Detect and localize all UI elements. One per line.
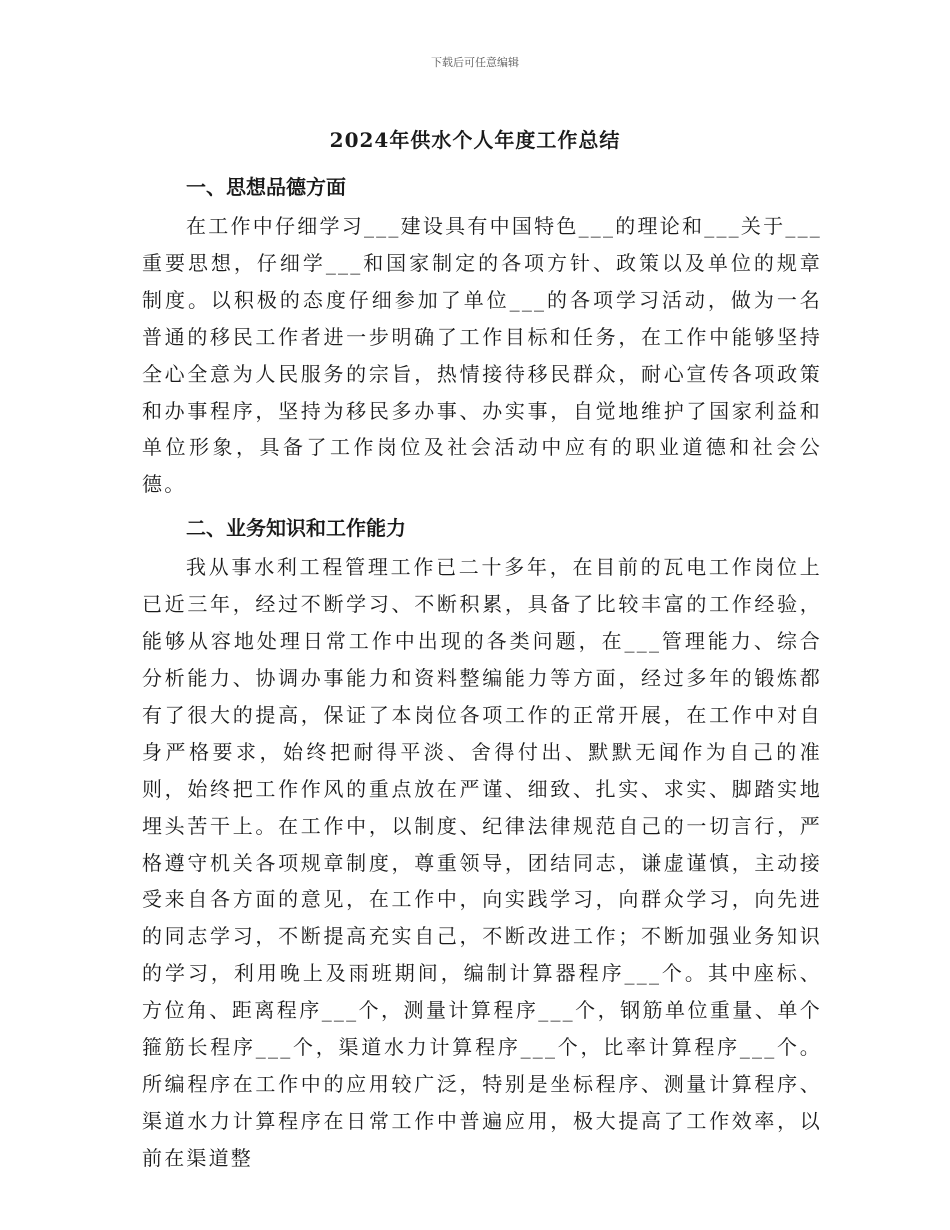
document-title: 2024年供水个人年度工作总结 bbox=[329, 128, 621, 152]
section-paragraph: 我从事水利工程管理工作已二十多年，在目前的瓦电工作岗位上已近三年，经过不断学习、不断积累，具备了比较丰富的工作经验，能够从容地处理日常工作中出现的各类问题，在___管理能力、综合分析能力、协调办事能力和资料整编能力等方面，经过多年的锻炼都有了很大的提高，保证了本岗位各项工作的正常开展，在工作中对自身严格要求，始终把耐得平淡、舍得付出、默默无闻作为自己的准则，始终把工作作风的重点放在严谨、细致、扎实、求实、脚踏实地埋头苦干上。在工作中，以制度、纪律法律规范自己的一切言行，严格遵守机关各项规章制度，尊重领导，团结同志，谦虚谨慎，主动接受来自各方面的意见，在工作中，向实践学习，向群众学习，向先进的同志学习，不断提高充实自己，不断改进工作；不断加强业务知识的学习，利用晚上及雨班期间，编制计算器程序___个。其中座标、方位角、距离程序___个，测量计算程序___个，钢筋单位重量、单个箍筋长程序___个，渠道水力计算程序___个，比率计算程序___个。所编程序在工作中的应用较广泛，特别是坐标程序、测量计算程序、渠道水力计算程序在日常工作中普遍应用，极大提高了工作效率，以前在渠道整 bbox=[142, 555, 822, 1170]
section-ideology bbox=[142, 172, 822, 503]
section-heading: 二、业务知识和工作能力 bbox=[186, 516, 406, 541]
section-paragraph: 在工作中仔细学习___建设具有中国特色___的理论和___关于___重要思想，仔细学___和国家制定的各项方针、政策以及单位的规章制度。以积极的态度仔细参加了单位___的各项学习活动，做为一名普通的移民工作者进一步明确了工作目标和任务，在工作中能够坚持全心全意为人民服务的宗旨，热情接待移民群众，耐心宣传各项政策和办事程序，坚持为移民多办事、办实事，自觉地维护了国家利益和单位形象，具备了工作岗位及社会活动中应有的职业道德和社会公德。 bbox=[142, 214, 822, 497]
document-body bbox=[142, 172, 822, 1187]
download-note: 下载后可任意编辑 bbox=[431, 56, 519, 69]
section-business-knowledge bbox=[142, 513, 822, 1176]
section-heading: 一、思想品德方面 bbox=[186, 175, 346, 199]
